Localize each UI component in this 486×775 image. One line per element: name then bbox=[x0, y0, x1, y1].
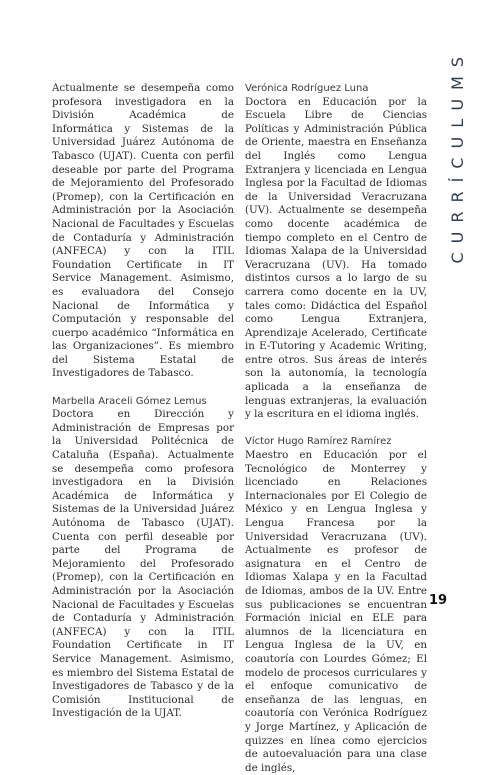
section-label-text: CURRÍCULUMS bbox=[447, 48, 467, 264]
author-bio: Doctora en Educación por la Escuela Libre de Ciencias Políticas y Administración Pública de Oriente, maestra en Enseñanza del Inglés como Lengua Extranjera y licenciada en Lengua Inglesa por la Facultad de Idiomas de la Universidad Veracruzana (UV). Actualmente se desempeña como docente académica de tiempo completo en el Centro de Idiomas Xalapa de la Universidad Veracruzana (UV). Ha tomado distintos cursos a lo largo de su carrera como docente en la UV, tales como: Didáctica del Español como Lengua Extranjera, Aprendizaje Acelerado, Certificate in E-Tutoring y Academic Writing, entre otros. Sus áreas de interés son la autonomía, la tecnología aplicada a la enseñanza de lenguas extranjeras, la evaluación y la escritura en el idioma inglés. bbox=[245, 95, 427, 421]
section-label bbox=[427, 48, 486, 278]
author-name: Víctor Hugo Ramírez Ramírez bbox=[245, 436, 392, 448]
right-column bbox=[245, 82, 427, 775]
author-name: Verónica Rodríguez Luna bbox=[245, 83, 369, 94]
author-bio: Doctora en Dirección y Administración de Empresas por la Universidad Politécnica de Cataluña (España). Actualmente se desempeña como profesora investigadora en la División Académica de Informática y Sistemas de la Universidad Juárez Autónoma de Tabasco (UJAT). Cuenta con perfil deseable por parte del Programa de Mejoramiento del Profesorado (Promep), con la Certificación en Administración por la Asociación Nacional de Facultades y Escuelas de Contaduría y Administración (ANFECA) y con la ITIL Foundation Certificate in IT Service Management. Asimismo, es miembro del Sistema Estatal de Investigadores de Tabasco y de la Comisión Institucional de Investigación de la UJAT. bbox=[52, 408, 234, 720]
paragraph-gap bbox=[52, 381, 234, 395]
paragraph-gap bbox=[245, 422, 427, 436]
author-bio: Maestro en Educación por el Tecnológico de Monterrey y licenciado en Relaciones Internacionales por El Colegio de México y en Lengua Inglesa y Lengua Francesa por la Universidad Veracruzana (UV). Actualmente es profesor de asignatura en el Centro de Idiomas Xalapa y en la Facultad de Idiomas, ambos de la UV. Entre sus publicaciones se encuentran Formación inicial en ELE para alumnos de la licenciatura en Lengua Inglesa de la UV, en coautoría con Lourdes Gómez; El modelo de procesos curriculares y el enfoque comunicativo de enseñanza de las lenguas, en coautoría con Verónica Rodríguez y Jorge Martínez, y Aplicación de quizzes en línea como ejercicios de autoevaluación para una clase de inglés, bbox=[245, 449, 427, 774]
page-number: 19 bbox=[429, 593, 448, 608]
left-column bbox=[52, 82, 234, 721]
author-name: Marbella Araceli Gómez Lemus bbox=[52, 395, 207, 407]
intro-paragraph: Actualmente se desempeña como profesora investigadora en la División Académica de Informática y Sistemas de la Universidad Juárez Autónoma de Tabasco (UJAT). Cuenta con perfil deseable por parte del Programa de Mejoramiento del Profesorado (Promep), con la Certificación en Administración por la Asociación Nacional de Facultades y Escuelas de Contaduría y Administración (ANFECA) y con la ITIL Foundation Certificate in IT Service Management. Asimismo, es evaluadora del Consejo Nacional de Informática y Computación y responsable del cuerpo académico “Informática en las Organizaciones”. Es miembro del Sistema Estatal de Investigadores de Tabasco. bbox=[52, 82, 234, 380]
